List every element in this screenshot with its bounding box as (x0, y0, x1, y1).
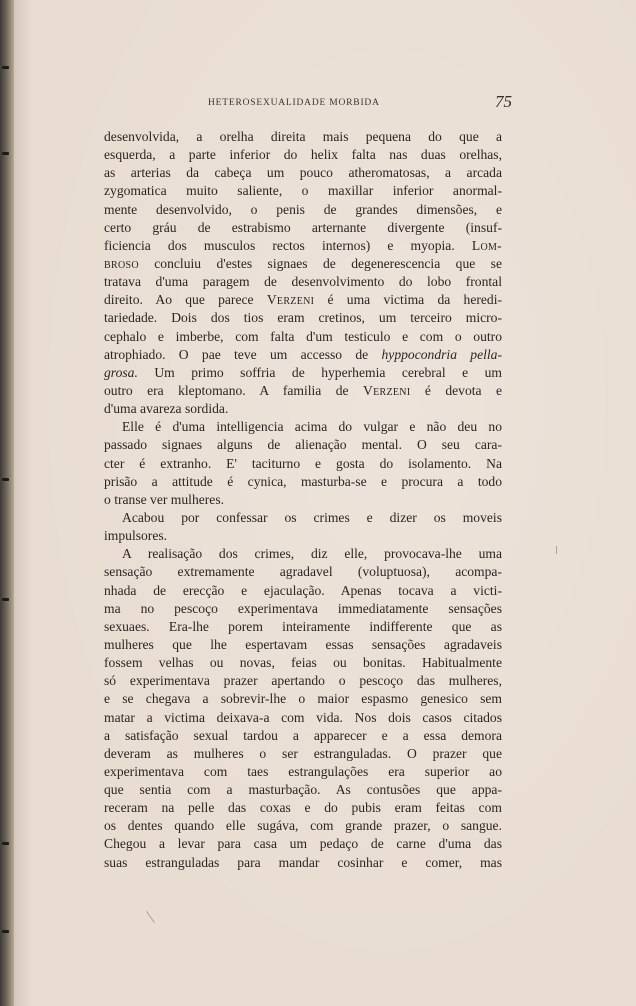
text-segment: Um primo soffria de hyperhemia cerebral e um (154, 364, 502, 380)
running-title: HETEROSEXUALIDADE MORBIDA (208, 98, 380, 108)
text-line: cephalo e imberbe, com falta d'um testiculo e com o outro (104, 328, 502, 344)
text-line: impulsores. (104, 528, 168, 544)
text-line: zygomatica muito saliente, o maxillar inferior anormal- (104, 183, 502, 199)
paper-mark (556, 546, 557, 554)
text-segment: concluiu d'estes signaes de degenerescencia que se (154, 255, 502, 271)
italic-term: hyppocondria pella- (381, 346, 502, 362)
italic-term: grosa. (104, 364, 138, 380)
running-header (104, 92, 514, 116)
text-line: cter é extranho. E' taciturno e gosta do isolamento. Na (104, 455, 502, 471)
text-line: os dentes quando elle sugáva, com grande prazer, o sangue. (104, 818, 502, 834)
text-line: suas estranguladas para mandar cosinhar e comer, mas (104, 854, 502, 870)
text-line: fossem velhas ou novas, feias ou bonitas. Habitualmente (104, 655, 502, 671)
text-line: desenvolvida, a orelha direita mais pequena do que a (104, 129, 502, 144)
page-edge-mark (2, 842, 9, 845)
page-edge-mark (2, 66, 9, 69)
author-name: Lom- (471, 237, 502, 253)
author-name: broso (104, 255, 139, 271)
book-spine-edge (0, 0, 14, 1006)
page-edge-mark (2, 478, 9, 481)
text-line (104, 346, 502, 364)
person-name: Verzeni (266, 292, 315, 308)
text-line: sensação extremamente agradavel (voluptuosa), acompa- (104, 564, 502, 580)
text-segment: é uma victima da heredi- (327, 292, 503, 308)
page-edge-mark (2, 930, 9, 933)
text-line: prisão a attitude é cynica, masturba-se e procura a todo (104, 473, 502, 489)
paper-mark (146, 911, 155, 923)
text-line (104, 255, 502, 273)
page-edge-mark (2, 152, 9, 155)
text-line: A realisação dos crimes, diz elle, provocava-lhe uma (122, 546, 502, 562)
person-name: Verzeni (362, 382, 411, 398)
page-number: 75 (495, 92, 512, 111)
text-line: matar a victima deixava-a com vida. Nos dois casos citados (104, 709, 502, 725)
text-line (104, 382, 502, 400)
text-line: a satisfação sexual tardou a apparecer e a essa demora (104, 727, 502, 743)
text-line: Chegou a levar para casa um pedaço de carne d'uma das (104, 836, 502, 852)
text-line: tariedade. Dois dos tios eram cretinos, um terceiro micro- (104, 310, 502, 326)
text-line (104, 364, 502, 382)
text-segment: ficiencia dos musculos rectos internos) e myopia. (104, 237, 455, 253)
text-line: Acabou por confessar os crimes e dizer os moveis (122, 509, 502, 525)
page-edge-mark (2, 598, 9, 601)
text-line: mente desenvolvido, o penis de grandes dimensões, e (104, 201, 502, 217)
text-line (104, 237, 502, 255)
text-segment: atrophiado. O pae teve um accesso de (104, 346, 369, 362)
text-segment: direito. Ao que parece (104, 292, 254, 308)
text-line: receram na pelle das coxas e do pubis eram feitas com (104, 800, 502, 816)
body-text (104, 128, 502, 872)
text-line: e se chegava a sobrevir-lhe o maior espasmo genesico sem (104, 691, 502, 707)
text-segment: é devota e (424, 382, 502, 398)
text-segment: outro era kleptomano. A familia de (104, 382, 349, 398)
text-line: ma no pescoço experimentava immediatamente sensações (104, 600, 502, 616)
text-line: que sentia com a masturbação. As contusões que appa- (104, 782, 502, 798)
text-line: mulheres que lhe espertavam essas sensações agradaveis (104, 636, 502, 652)
text-line: experimentava com taes estrangulações era superior ao (104, 763, 502, 779)
text-line: d'uma avareza sordida. (104, 401, 229, 417)
text-line: certo gráu de estrabismo arternante divergente (insuf- (104, 219, 502, 235)
text-line: nhada de erecção e ejaculação. Apenas tocava a victi- (104, 582, 502, 598)
text-line: Elle é d'uma intelligencia acima do vulgar e não deu no (122, 419, 502, 435)
text-line: tratava d'uma paragem de desenvolvimento do lobo frontal (104, 274, 502, 290)
text-line: só experimentava prazer apertando o pescoço das mulheres, (104, 673, 502, 689)
text-line: sexuaes. Era-lhe porem inteiramente indifferente que as (104, 618, 502, 634)
text-line: as arterias da cabeça um pouco atheromatosas, a arcada (104, 165, 502, 181)
text-line: o transe ver mulheres. (104, 491, 225, 507)
text-line: deveram as mulheres o ser estranguladas. O prazer que (104, 745, 502, 761)
text-line (104, 291, 502, 309)
text-line: esquerda, a parte inferior do helix falta nas duas orelhas, (104, 147, 502, 163)
text-line: passado signaes alguns de alienação mental. O seu cara- (104, 437, 502, 453)
